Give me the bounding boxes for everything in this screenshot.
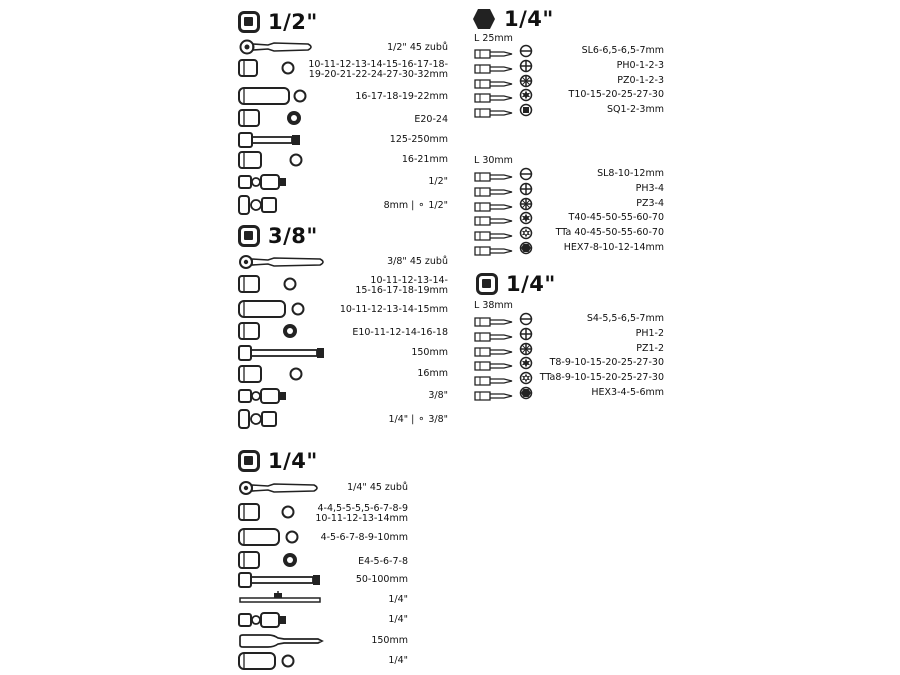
bit-size-label: HEX7-8-10-12-14mm (563, 242, 664, 253)
hex-drive-icon (472, 8, 496, 30)
bit-icon (474, 107, 514, 119)
tool-row (238, 570, 408, 590)
t-handle-icon (238, 590, 328, 610)
tamper-torx-tip-icon (519, 226, 533, 240)
phillips-tip-icon (519, 59, 533, 73)
bit-row (474, 59, 664, 73)
section-title-bits-hex (472, 7, 554, 31)
bit-size-label: PH0-1-2-3 (616, 59, 664, 71)
adapter-icon (238, 194, 308, 216)
pozidriv-tip-icon (519, 74, 533, 88)
square-drive-icon (476, 273, 498, 295)
universal-joint-icon (238, 172, 308, 192)
bit-row (474, 211, 664, 225)
bit-row (474, 74, 664, 88)
bit-size-label: TTa8-9-10-15-20-25-27-30 (539, 372, 664, 384)
tool-row (238, 651, 408, 671)
bit-row (474, 226, 664, 240)
torx-socket-icon (238, 108, 308, 128)
bit-size-label: TTa 40-45-50-55-60-70 (555, 227, 664, 239)
tool-row (238, 58, 448, 78)
section-title-three-eighths (238, 224, 318, 248)
tool-label: E20-24 (414, 114, 448, 125)
tool-label: 3/8" (428, 390, 448, 401)
torx-socket-icon (238, 550, 300, 570)
tool-label: 150mm (371, 635, 408, 646)
tool-row (238, 527, 408, 547)
tool-row (238, 194, 448, 214)
tool-row (238, 386, 448, 406)
section-title-half-inch (238, 10, 318, 34)
tool-label-line2: 19-20-21-22-24-27-30-32mm (308, 69, 448, 80)
tool-label-line2: 15-16-17-18-19mm (355, 285, 448, 296)
section-title-quarter-inch (238, 449, 318, 473)
tool-row (238, 550, 408, 570)
tool-label: 1/4" | ⚬ 3/8" (388, 414, 448, 425)
bit-row (474, 312, 664, 326)
bit-row (474, 386, 664, 400)
section-title-text: 1/2" (268, 10, 318, 34)
bit-size-label: SL6-6,5-6,5-7mm (581, 45, 664, 56)
socket-icon (238, 58, 300, 78)
bit-row (474, 167, 664, 181)
deep-socket-icon (238, 527, 304, 547)
square-drive-icon (238, 450, 260, 472)
tool-label: 1/2" (428, 176, 448, 187)
ratchet-icon (238, 254, 328, 270)
bit-length-label: L 25mm (474, 33, 513, 44)
section-title-bits-square (476, 272, 556, 296)
deep-socket-icon (238, 299, 310, 319)
tool-label: 8mm | ⚬ 1/2" (383, 200, 448, 211)
tool-row (238, 343, 448, 363)
socket-icon (238, 274, 298, 294)
torx-tip-icon (519, 211, 533, 225)
hex-tip-icon (519, 386, 533, 400)
bit-size-label: S4-5,5-6,5-7mm (586, 313, 664, 324)
section-title-text: 1/4" (504, 7, 554, 31)
tool-row (238, 150, 448, 170)
tool-row (238, 130, 448, 150)
tool-row (238, 408, 448, 428)
bit-size-label: PH1-2 (635, 327, 664, 339)
tool-label: 3/8" 45 zubů (387, 256, 448, 267)
tool-label: 1/2" 45 zubů (387, 42, 448, 53)
tool-label: 1/4" (388, 614, 408, 625)
tool-label: 1/4" 45 zubů (347, 482, 408, 493)
tool-label-line2: 10-11-12-13-14mm (315, 513, 408, 524)
bit-length-label: L 30mm (474, 155, 513, 166)
tool-label: 1/4" (388, 594, 408, 605)
bit-row (474, 182, 664, 196)
torx-socket-icon (238, 321, 308, 341)
bit-row (474, 342, 664, 356)
bit-icon (474, 390, 514, 402)
bit-length-label: L 38mm (474, 300, 513, 311)
bit-row (474, 327, 664, 341)
tool-label: 125-250mm (389, 134, 448, 145)
tool-label: 50-100mm (355, 574, 408, 585)
socket-icon (238, 364, 308, 384)
tool-label: E10-11-12-14-16-18 (352, 327, 448, 338)
torx-tip-icon (519, 356, 533, 370)
bit-size-label: SQ1-2-3mm (606, 104, 664, 116)
pozidriv-tip-icon (519, 342, 533, 356)
pozidriv-tip-icon (519, 197, 533, 211)
adapter-icon (238, 408, 308, 430)
tool-row (238, 274, 448, 294)
extension-bar-icon (238, 130, 308, 150)
tool-row (238, 108, 448, 128)
slotted-tip-icon (519, 44, 533, 58)
tool-row (238, 38, 448, 58)
bit-row (474, 88, 664, 102)
socket-icon (238, 502, 298, 522)
section-title-text: 1/4" (506, 272, 556, 296)
tamper-torx-tip-icon (519, 371, 533, 385)
ratchet-icon (238, 480, 323, 496)
deep-socket-icon (238, 651, 300, 671)
bit-size-label: PZ0-1-2-3 (617, 74, 664, 86)
hex-tip-icon (519, 241, 533, 255)
bit-size-label: PH3-4 (635, 182, 664, 194)
tool-row (238, 480, 408, 500)
bit-size-label: T40-45-50-55-60-70 (568, 212, 664, 224)
tool-label: 10-11-12-13-14-15mm (339, 304, 448, 315)
bit-row (474, 197, 664, 211)
bit-size-label: PZ3-4 (636, 197, 664, 209)
tool-label-line1: 10-11-12-13-14- (370, 275, 448, 286)
tool-label: 16-17-18-19-22mm (355, 91, 448, 102)
tool-label: 150mm (411, 347, 448, 358)
tool-row (238, 86, 448, 106)
tool-label: 4-5-6-7-8-9-10mm (320, 532, 408, 543)
tool-label-line1: 4-4,5-5-5,5-6-7-8-9 (317, 503, 408, 514)
section-title-text: 1/4" (268, 449, 318, 473)
bit-row (474, 356, 664, 370)
extension-bar-icon (238, 570, 328, 590)
tool-label: 16-21mm (401, 154, 448, 165)
universal-joint-icon (238, 610, 308, 630)
tool-label: 16mm (417, 368, 448, 379)
tool-label: 1/4" (388, 655, 408, 666)
tool-row (238, 590, 408, 610)
ratchet-icon (238, 38, 318, 56)
tool-row (238, 631, 408, 651)
bit-row (474, 103, 664, 117)
square-tip-icon (519, 103, 533, 117)
tool-row (238, 502, 408, 522)
bit-row (474, 44, 664, 58)
slotted-tip-icon (519, 167, 533, 181)
phillips-tip-icon (519, 327, 533, 341)
screwdriver-handle-icon (238, 631, 328, 651)
torx-tip-icon (519, 88, 533, 102)
universal-joint-icon (238, 386, 308, 406)
bit-size-label: PZ1-2 (636, 342, 664, 354)
deep-socket-icon (238, 86, 313, 106)
tool-row (238, 254, 448, 274)
bit-size-label: T10-15-20-25-27-30 (568, 89, 664, 101)
tool-label-line1: 10-11-12-13-14-15-16-17-18- (308, 59, 448, 70)
square-drive-icon (238, 11, 260, 33)
tool-row (238, 321, 448, 341)
tool-label: E4-5-6-7-8 (358, 556, 408, 567)
tool-row (238, 299, 448, 319)
square-drive-icon (238, 225, 260, 247)
tool-row (238, 364, 448, 384)
bit-size-label: T8-9-10-15-20-25-27-30 (549, 357, 664, 369)
tool-row (238, 610, 408, 630)
bit-icon (474, 245, 514, 257)
bit-row (474, 241, 664, 255)
extension-bar-icon (238, 343, 328, 363)
tool-row (238, 172, 448, 192)
bit-size-label: HEX3-4-5-6mm (591, 387, 664, 398)
socket-icon (238, 150, 308, 170)
phillips-tip-icon (519, 182, 533, 196)
bit-row (474, 371, 664, 385)
bit-size-label: SL8-10-12mm (597, 168, 664, 179)
section-title-text: 3/8" (268, 224, 318, 248)
slotted-tip-icon (519, 312, 533, 326)
